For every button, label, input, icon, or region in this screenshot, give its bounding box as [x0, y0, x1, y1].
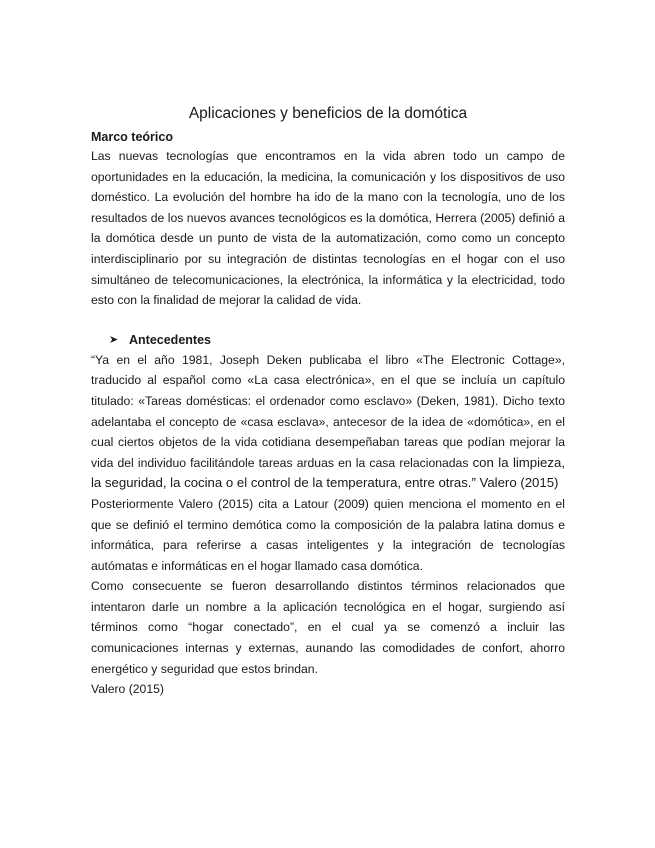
quote-paragraph-part2: con la limpieza, la seguridad, la cocina o el control de la temperatura, entre otras.” Valero (2015): [91, 454, 565, 491]
citation-end: Valero (2015): [91, 682, 164, 697]
document-title: Aplicaciones y beneficios de la domótica: [188, 105, 468, 122]
intro-paragraph: Las nuevas tecnologías que encontramos en la vida abren todo un campo de oportunidades en la educación, la medicina, la comunicación y los dispositivos de uso doméstico. La evolución del hombre ha ido de la mano con la tecnología, uno de los resultados de los nuevos avances tecnológicos es la domótica, Herrera (2005) definió a la domótica desde un punto de vista de la automatización, como como un concepto interdisciplinario por su integración de distintas tecnologías en el hogar con el uso simultáneo de telecomunicaciones, la electrónica, la informática y la electricidad, todo esto con la finalidad de mejorar la calidad de vida.: [91, 149, 565, 308]
arrowhead-bullet-icon: ➤: [109, 333, 119, 346]
quote-paragraph: [91, 350, 565, 494]
subsection-heading-antecedentes: [109, 331, 565, 349]
section-spacer: [91, 311, 565, 331]
section-heading-marco-teorico: Marco teórico: [91, 130, 173, 144]
subsection-heading-label: Antecedentes: [129, 332, 211, 347]
quote-paragraph-part1: “Ya en el año 1981, Joseph Deken publicaba el libro «The Electronic Cottage», traducido al español como «La casa electrónica», en el que se incluía un capítulo titulado: «Tareas domésticas: el ordenador como esclavo» (Deken, 1981). Dicho texto adelantaba el concepto de «casa esclava», antecesor de la idea de «domótica», en el cual ciertos objetos de la vida cotidiana desempeñaban tareas que podían mejorar la vida del individuo facilitándole tareas arduas en la casa relacionadas: [91, 352, 565, 470]
paragraph-conclusion: Como consecuente se fueron desarrollando distintos términos relacionados que intentaron darle un nombre a la aplicación tecnológica en el hogar, surgiendo así términos como “hogar conectado”, en el cual ya se comenzó a incluir las comunicaciones internas y externas, aunando las comodidades de confort, ahorro energético y seguridad que estos brindan.: [91, 579, 565, 676]
paragraph-valero: Posteriormente Valero (2015) cita a Latour (2009) quien menciona el momento en el que se definió el termino demótica como la composición de la palabra latina domus e informática, para referirse a casas inteligentes y la integración de tecnologías autómatas e informáticas en el hogar llamado casa domótica.: [91, 496, 565, 573]
document-page: [91, 104, 565, 700]
